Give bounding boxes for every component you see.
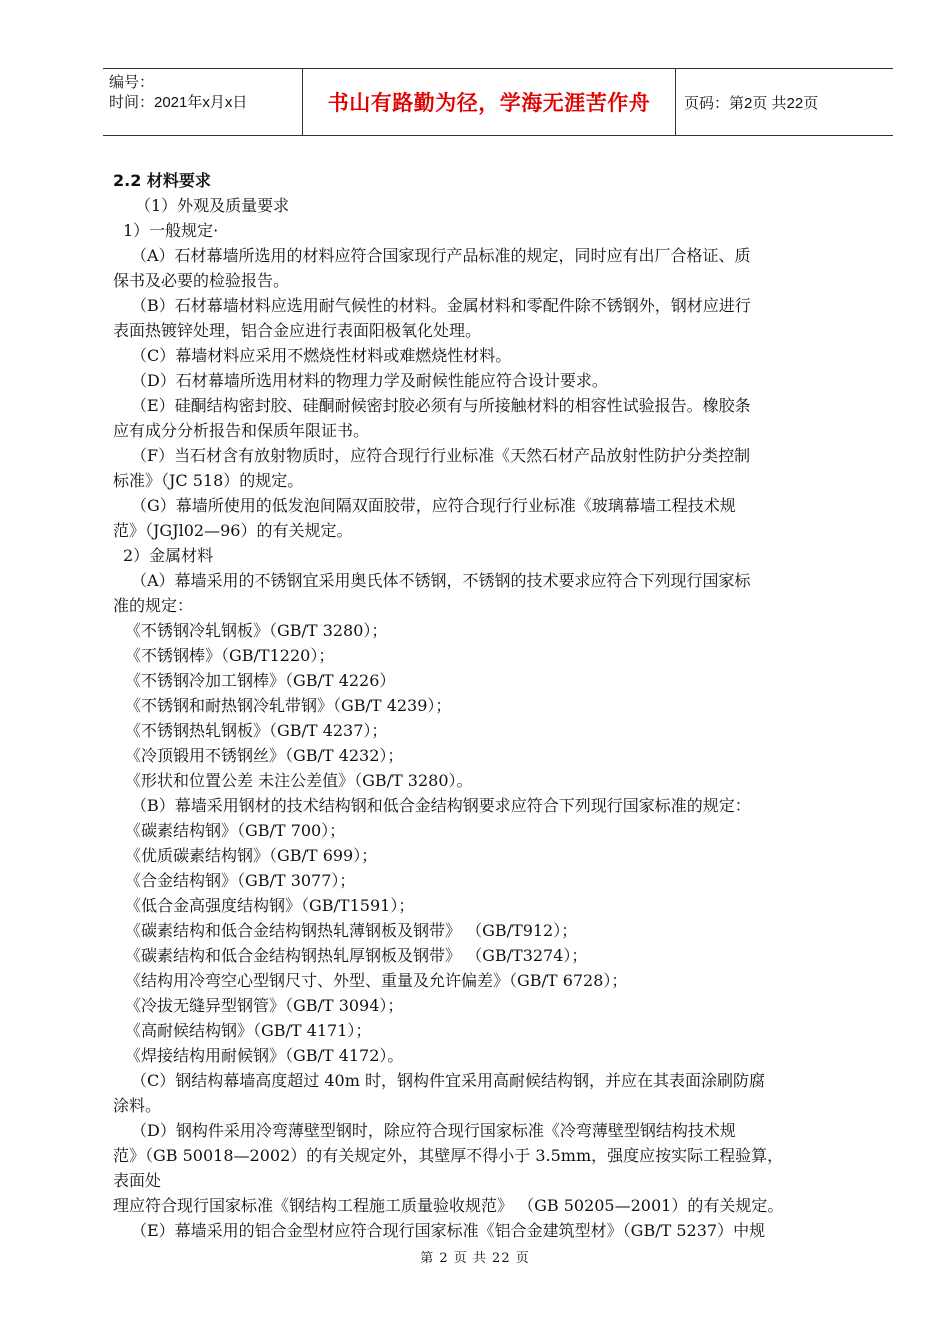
text-line: 准的规定：: [113, 596, 194, 615]
page-footer: 第 2 页 共 22 页: [420, 1251, 530, 1266]
text-line: 《冷拔无缝异型钢管》（GB/T 3094）；: [125, 996, 404, 1015]
header-motto: 书山有路勤为径，学海无涯苦作舟: [303, 69, 676, 135]
text-line: 《焊接结构用耐候钢》（GB/T 4172）。: [125, 1046, 404, 1065]
text-line: 《优质碳素结构钢》（GB/T 699）；: [125, 846, 378, 865]
text-line: 《碳素结构钢》（GB/T 700）；: [125, 821, 346, 840]
header-page-info: 页码：第2页 共22页: [684, 94, 819, 112]
text-line: 《不锈钢棒》（GB/T1220）；: [125, 646, 335, 665]
text-line: 《合金结构钢》（GB/T 3077）；: [125, 871, 356, 890]
page-header: [103, 68, 893, 136]
text-line: 范》（GB 50018—2002）的有关规定外，其壁厚不得小于 3.5mm，强度应按实际工程验算，: [113, 1146, 784, 1165]
text-line: （C）幕墙材料应采用不燃烧性材料或难燃烧性材料。: [131, 346, 512, 365]
text-line: 《形状和位置公差 未注公差值》（GB/T 3280）。: [125, 771, 473, 790]
number-label: 编号：: [109, 74, 155, 91]
time-label: 时间：2021年x月x日: [109, 94, 248, 111]
text-line: 标准》（JC 518）的规定。: [113, 471, 304, 490]
text-line: 《结构用冷弯空心型钢尺寸、外型、重量及允许偏差》（GB/T 6728）；: [125, 971, 628, 990]
text-line: 理应符合现行国家标准《钢结构工程施工质量验收规范》 （GB 50205—2001）的有关规定。: [113, 1196, 784, 1215]
text-line: 表面处: [113, 1171, 162, 1190]
text-line: （D）钢构件采用冷弯薄壁型钢时，除应符合现行国家标准《冷弯薄壁型钢结构技术规: [131, 1121, 736, 1140]
text-line: 《高耐候结构钢》（GB/T 4171）；: [125, 1021, 372, 1040]
text-line: （A）石材幕墙所选用的材料应符合国家现行产品标准的规定，同时应有出厂合格证、质: [131, 246, 751, 265]
text-line: 范》（JGJl02—96）的有关规定。: [113, 521, 353, 540]
text-line: （C）钢结构幕墙高度超过 40m 时，钢构件宜采用高耐候结构钢，并应在其表面涂刷防腐: [131, 1071, 765, 1090]
text-line: （G）幕墙所使用的低发泡间隔双面胶带，应符合现行行业标准《玻璃幕墙工程技术规: [131, 496, 736, 515]
text-line: （B）石材幕墙材料应选用耐气候性的材料。金属材料和零配件除不锈钢外，钢材应进行: [131, 296, 751, 315]
text-line: 1）一般规定·: [123, 221, 219, 240]
text-line: （B）幕墙采用钢材的技术结构钢和低合金结构钢要求应符合下列现行国家标准的规定：: [131, 796, 751, 815]
text-line: 《不锈钢冷轧钢板》（GB/T 3280）；: [125, 621, 388, 640]
header-meta: [103, 69, 303, 135]
text-line: （E）硅酮结构密封胶、硅酮耐候密封胶必须有与所接触材料的相容性试验报告。橡胶条: [131, 396, 751, 415]
text-line: 《不锈钢和耐热钢冷轧带钢》（GB/T 4239）；: [125, 696, 452, 715]
text-line: （F）当石材含有放射物质时，应符合现行行业标准《天然石材产品放射性防护分类控制: [131, 446, 751, 465]
text-line: （1）外观及质量要求: [135, 196, 290, 215]
text-line: 《碳素结构和低合金结构钢热轧薄钢板及钢带》 （GB/T912）；: [125, 921, 578, 940]
text-line: 《碳素结构和低合金结构钢热轧厚钢板及钢带》 （GB/T3274）；: [125, 946, 588, 965]
text-line: 2）金属材料: [123, 546, 214, 565]
text-line: 保书及必要的检验报告。: [113, 271, 290, 290]
text-line: 《不锈钢冷加工钢棒》（GB/T 4226）: [125, 671, 396, 690]
text-line: 涂料。: [113, 1096, 162, 1115]
section-heading: 2.2 材料要求: [113, 171, 211, 190]
text-line: 应有成分分析报告和保质年限证书。: [113, 421, 370, 440]
text-line: 《冷顶锻用不锈钢丝》（GB/T 4232）；: [125, 746, 404, 765]
text-line: 表面热镀锌处理，铝合金应进行表面阳极氧化处理。: [113, 321, 482, 340]
text-line: 《低合金高强度结构钢》（GB/T1591）；: [125, 896, 415, 915]
text-line: 《不锈钢热轧钢板》（GB/T 4237）；: [125, 721, 388, 740]
document-body: [113, 168, 885, 1243]
text-line: （E）幕墙采用的铝合金型材应符合现行国家标准《铝合金建筑型材》（GB/T 5237）中规: [131, 1221, 766, 1240]
text-line: （D）石材幕墙所选用材料的物理力学及耐候性能应符合设计要求。: [131, 371, 608, 390]
text-line: （A）幕墙采用的不锈钢宜采用奥氏体不锈钢，不锈钢的技术要求应符合下列现行国家标: [131, 571, 751, 590]
